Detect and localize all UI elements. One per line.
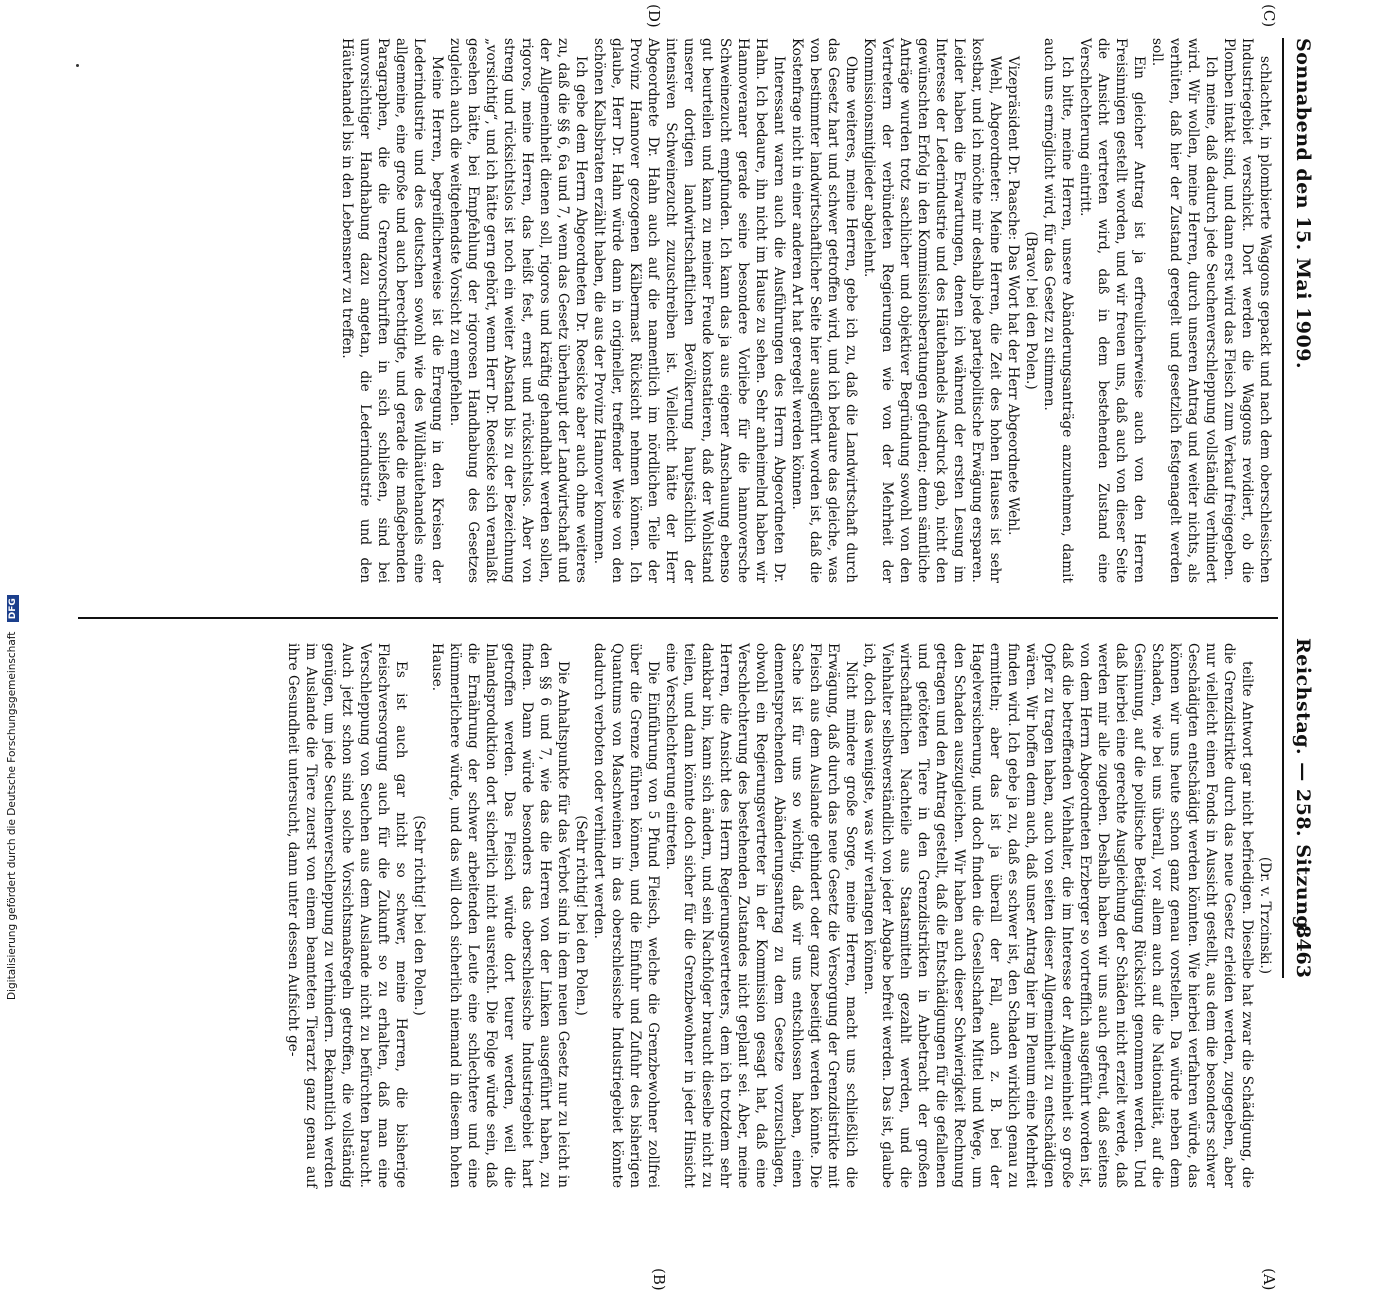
paragraph: Ich gebe dem Herrn Abgeordneten Dr. Roesicke aber auch ohne weiteres zu, daß die §§ 6, 6a und 7, wenn das Gesetz überhaupt der Landwirtschaft und der Allgemeinheit dienen soll, rigoros und kräftig gehandhabt werden sollen, rigoros, meine Herren, das heißt fest, ernst und rücksichtslos. Aber von streng und rücksichtslos ist noch ein weiter Abstand bis zu der Bezeichnung „vorsichtig“, und ich hätte gern gehört, wenn Herr Dr. Roesicke sich veranlaßt gesehen hätte, bei Empfehlung der rigorosen Handhabung des Gesetzes zugleich auch die weitgehendste Vorsicht zu empfehlen. xyxy=(447,38,589,583)
text-column-right-page xyxy=(338,38,1274,583)
paragraph: Ich bitte, meine Herren, unsere Abänderungsanträge anzunehmen, damit auch uns ermöglicht wird, für das Gesetz zu stimmen. xyxy=(1041,38,1075,583)
paragraph: Interessant waren auch die Ausführungen des Herrn Abgeordneten Dr. Hahn. Ich bedaure, ihn nicht im Hause zu sehen. Sehr anheimelnd haben wir Hannoveraner gerade seine besondere Vorliebe für die hannoversche Schweinezucht empfunden. Ich kann das ja aus eigener Anschauung ebenso gut beurteilen und kann zu meiner Freude konstatieren, daß der Wohlstand unserer dortigen landwirtschaftlichen Bevölkerung hauptsächlich der intensiven Schweinezucht zuzuschreiben ist. Vielleicht hätte der Herr Abgeordnete Dr. Hahn auch auf die namentlich im nördlichen Teile der Provinz Hannover gezogenen Kälbermast Rücksicht nehmen können. Ich glaube, Herr Dr. Hahn würde dann in origineller, treffender Weise von den schönen Kalbsbraten erzählt haben, die aus der Provinz Hannover kommen. xyxy=(591,38,787,583)
header-date: Sonnabend den 15. Mai 1909. xyxy=(1292,38,1314,370)
interjection: (Sehr richtig! bei den Polen.) xyxy=(573,815,589,1016)
margin-marker-d: (D) xyxy=(645,4,663,28)
text-column-left-page xyxy=(284,643,1274,1188)
margin-marker-c: (C) xyxy=(1260,4,1278,28)
paragraph: Meine Herren, begreiflicherweise ist die Erregung in den Kreisen der Lederindustrie und des deutschen sowohl wie des Wildhäutehandels eine allgemeine, eine große und auch berechtigte, und gerade die maßgebenden Paragraphen, die die Grenzvorschriften in sich schließen, sind bei unvorsichtiger Handhabung dazu angetan, die Lederindustrie und den Häutehandel bis in den Lebensnerv zu treffen. xyxy=(339,38,445,583)
paragraph: Ein gleicher Antrag ist ja erfreulicherweise auch von den Herren Freisinnigen gestellt worden, und wir freuen uns, daß auch von dieser Seite die Ansicht vertreten wird, daß in dem bestehenden Zustand eine Verschlechterung eintritt. xyxy=(1077,38,1147,583)
column-divider xyxy=(78,617,1278,619)
dfg-logo: DFG xyxy=(7,595,19,622)
paragraph: Ohne weiteres, meine Herren, gebe ich zu, daß die Landwirtschaft durch das Gesetz hart und schwer getroffen wird, und ich bedaure das gleiche, was von bestimmter landwirtschaftlicher Seite hier ausgeführt worden ist, daß die Kostenfrage nicht in einer anderen Art hat geregelt werden können. xyxy=(789,38,859,583)
paragraph: Ich meine, daß dadurch jede Seuchenverschleppung vollständig verhindert wird. Wir wollen, meine Herren, durch unseren Antrag und weiter nichts, als verhüten, daß hier der Zustand geregelt und gesetzlich festgenagelt werden soll. xyxy=(1149,38,1219,583)
imprint-text: Digitalisierung gefördert durch die Deutsche Forschungsgemeinschaft xyxy=(6,631,18,1000)
speech-paragraph: Wehl, Abgeordneter: Meine Herren, die Zeit des hohen Hauses ist sehr kostbar, und ich möchte mir deshalb jede parteipolitische Erwägung ersparen. Leider haben die Erwartungen, denen ich während der ersten Lesung im Interesse der Lederindustrie und des Häutehandels Ausdruck gab, nicht den gewünschten Erfolg in den Kommissionsberatungen gefunden; denn sämtliche Anträge wurden trotz sachlicher und objektiver Begründung sowohl von den Vertretern der verbündeten Regierungen wie von der Mehrheit der Kommissionsmitglieder abgelehnt. xyxy=(861,38,1003,583)
newspaper-page xyxy=(68,4,1318,1291)
speaker-running-head: (Dr. v. Trzcinski.) xyxy=(1257,856,1273,975)
interjection: (Bravo! bei den Polen.) xyxy=(1023,231,1039,390)
margin-marker-b: (B) xyxy=(650,1268,668,1291)
speaker-announcement: Vizepräsident Dr. Paasche: Das Wort hat der Herr Abgeordnete Wehl. xyxy=(1005,56,1021,536)
interjection: (Sehr richtig! bei den Polen.) xyxy=(411,815,427,1016)
page-header xyxy=(1282,38,1318,978)
digitization-imprint xyxy=(6,595,19,1000)
paragraph: Die Einführung von 5 Pfund Fleisch, welche die Grenzbewohner zollfrei über die Grenze führen können, und die Einfuhr und Zufuhr des bisherigen Quantums von Maschweinen in das oberschlesische Industriegebiet könnte dadurch verboten oder verhindert werden. xyxy=(591,643,661,1188)
paragraph: Nicht mindere große Sorge, meine Herren, macht uns schließlich die Erwägung, daß durch das neue Gesetz die Versorgung der Grenzdistrikte mit Fleisch aus dem Auslande gehindert oder ganz beseitigt werden könnte. Die Sache ist für uns so wichtig, daß wir uns entschlossen haben, einen dementsprechenden Abänderungsantrag zu dem Gesetze vorzuschlagen, obwohl ein Regierungsvertreter in der Kommission gesagt hat, daß eine Verschlechterung des bestehenden Zustandes nicht geplant sei. Aber, meine Herren, die Ansicht des Herrn Regierungsvertreters, dem ich trotzdem sehr dankbar bin, kann sich ändern, und sein Nachfolger braucht dieselbe nicht zu teilen, und dann könnte doch sicher für die Grenzbewohner in jeder Hinsicht eine Verschlechterung eintreten. xyxy=(663,643,859,1188)
header-title: Reichstag. — 258. Sitzung. xyxy=(1292,638,1314,937)
paragraph: Es ist auch gar nicht so schwer, meine Herren, die bisherige Fleischversorgung auch für die Zukunft so zu erhalten, daß man eine Verschleppung von Seuchen aus dem Auslande nicht zu befürchten braucht. Auch jetzt schon sind solche Vorsichtsmaßregeln getroffen, die vollständig genügen, um jede Seuchenverschleppung zu verhindern. Bekanntlich werden im Auslande die Tiere zuerst von einem beamteten Tierarzt ganz genau auf ihre Gesundheit untersucht, dann unter dessen Aufsicht ge- xyxy=(285,643,409,1188)
header-page-number: 8463 xyxy=(1292,925,1314,978)
paragraph: teilte Antwort gar nicht befriedigen. Dieselbe hat zwar die Schädigung, die die Grenzdistrikte durch das neue Gesetz erleiden werden, zugegeben, aber nur vielleicht einen Fonds in Aussicht gestellt, aus dem die besonders schwer Geschädigten entschädigt werden könnten. Wie hierbei verfahren würde, das können wir uns heute schon ganz genau vorstellen. Da würde neben dem Schaden, wie bei uns überall, vor allem auch auf die Nationalität, auf die Gesinnung, auf die politische Betätigung Rücksicht genommen werden. Und daß hierbei eine gerechte Ausgleichung der Schäden nicht erzielt werde, daß werden mir alle zugeben. Deshalb haben wir uns auch gefreut, daß seitens von dem Herrn Abgeordneten Erzberger so vortrefflich ausgeführt worden ist, daß die betreffenden Viehhalter, die im Interesse der Allgemeinheit so große Opfer zu tragen haben, auch von seiten dieser Allgemeinheit zu entschädigen wären. Wir hoffen denn auch, daß unser Antrag hier im Plenum eine Mehrheit finden wird. Ich gebe ja zu, daß es schwer ist, den Schaden wirklich genau zu ermitteln; aber das ist ja überall der Fall, auch z. B. bei der Hagelversicherung, und doch finden die Gesellschaften Mittel und Wege, um den Schaden auszugleichen. Wir haben auch dieser Schwierigkeit Rechnung getragen und den Antrag gestellt, daß die Entschädigungen für die gefallenen und getöteten Tiere in den Grenzdistrikten in Anbetracht der großen wirtschaftlichen Nachteile aus Staatsmitteln gezahlt werden, und die Viehhalter selbstverständlich von jeder Abgabe befreit werden. Das ist, glaube ich, doch das wenigste, was wir verlangen können. xyxy=(861,643,1255,1188)
paragraph: schlachtet, in plombierte Waggons gepackt und nach dem oberschlesischen Industriegebiet verschickt. Dort werden die Waggons revidiert, ob die Plomben intakt sind, und dann erst wird das Fleisch zum Verkauf freigegeben. xyxy=(1221,38,1273,583)
paragraph: Die Anhaltspunkte für das Verbot sind in dem neuen Gesetz nur zu leicht in den §§ 6 und 7, wie das die Herren von der Linken ausgeführt haben, zu finden. Dann würde besonders das oberschlesische Industriegebiet hart getroffen werden. Das Fleisch würde dort teurer werden, weil die Inlandsproduktion dort sicherlich nicht ausreicht. Die Folge würde sein, daß die Ernährung der schwer arbeitenden Leute eine schlechtere und eine kümmerlichere würde, und das will doch sicherlich niemand in diesem hohen Hause. xyxy=(429,643,571,1188)
margin-marker-a: (A) xyxy=(1260,1268,1278,1291)
